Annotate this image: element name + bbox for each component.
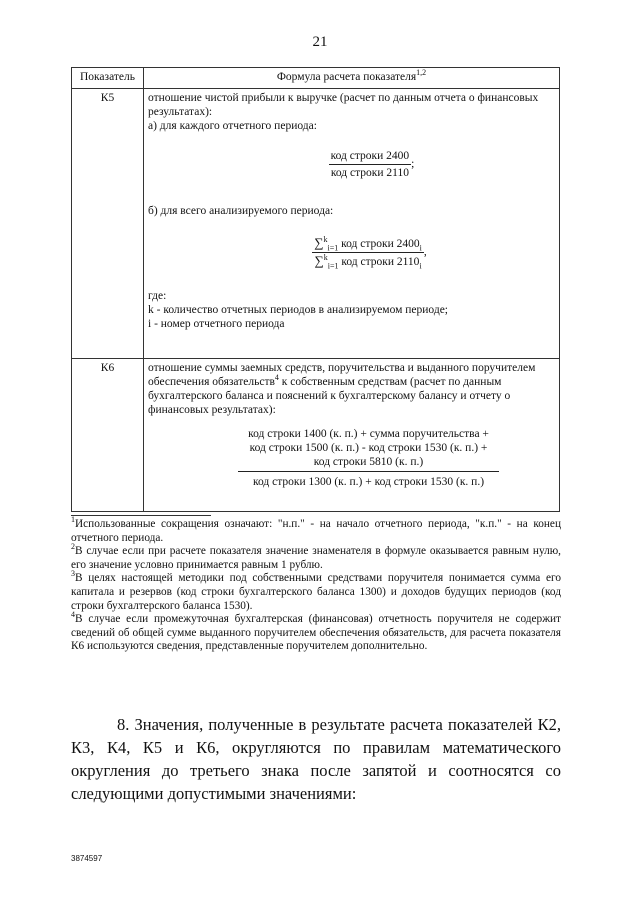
k5-intro: отношение чистой прибыли к выручке (расчет по данным отчета о финансовых результатах): <box>148 92 539 118</box>
footnote-1 <box>71 515 561 545</box>
formula-k5 <box>144 89 560 359</box>
indicator-k5: К5 <box>72 89 144 359</box>
header-formula-text: Формула расчета показателя <box>276 71 417 83</box>
page-number: 21 <box>312 34 328 50</box>
k6-intro-b: к собственным средствам (расчет по данным бухгалтерского баланса и пояснений к бухгалтерскому балансу и отчету о финансовых результатах): <box>148 376 511 416</box>
footnote-2 <box>71 542 561 572</box>
footnote-text: В случае если промежуточная бухгалтерская (финансовая) отчетность поручителя не содержит сведений об общей сумме выданного поручителем обеспечения обязательств, для расчета показателя К6 используются сведения, представленные поручителем дополнительно. <box>71 613 561 653</box>
sum-symbol: ∑ <box>314 235 324 250</box>
footnote-mark: 4 <box>71 610 75 620</box>
footnote-text: Использованные сокращения означают: "н.п." - на начало отчетного периода, "к.п." - на конец отчетного периода. <box>71 518 561 544</box>
indicator-k6: К6 <box>72 359 144 512</box>
footnote-text: В случае если при расчете показателя значение знаменателя в формуле оказывается равным нулю, его значение условно принимается равным 1 рублю. <box>71 545 561 571</box>
k6-num-line2: код строки 1500 (к. п.) - код строки 1530 (к. п.) + <box>249 442 488 454</box>
header-formula <box>144 68 560 89</box>
k6-intro-a: отношение суммы заемных средств, поручительства и выданного поручителем обеспечения обязательств <box>148 362 536 388</box>
k6-numerator <box>238 427 499 472</box>
document-id: 3874597 <box>71 854 103 863</box>
formula-k6 <box>144 359 560 512</box>
table-row-k6 <box>72 359 560 512</box>
k5-a-denominator: код строки 2110 <box>330 167 409 179</box>
k5-b-fraction <box>312 236 424 269</box>
footnotes <box>71 515 561 654</box>
sum-lower: i=1 <box>327 243 339 253</box>
footnote-divider <box>71 515 211 516</box>
k5-where-k: k - количество отчетных периодов в анализируемом периоде; <box>148 304 448 316</box>
k6-denominator: код строки 1300 (к. п.) + код строки 1530 (к. п.) <box>252 476 485 488</box>
k5-b-num-text: код строки 2400 <box>341 238 420 250</box>
footnote-text: В целях настоящей методики под собственными средствами поручителя понимается сумма его капитала и резервов (код строки бухгалтерского баланса 1300) и доходов будущих периодов (код строки бухгалтерского баланса 1530). <box>71 572 561 612</box>
sum-lower: i=1 <box>327 261 339 271</box>
k5-b-denominator <box>312 253 424 269</box>
footnote-mark: 3 <box>71 569 75 579</box>
sum-symbol: ∑ <box>314 253 324 268</box>
footnote-4 <box>71 610 561 654</box>
header-indicator: Показатель <box>72 68 144 89</box>
formula-table <box>71 67 560 512</box>
k5-b-formula <box>184 236 555 269</box>
footnote-3 <box>71 569 561 613</box>
k5-a-end: ; <box>411 158 415 171</box>
k5-b-label: б) для всего анализируемого периода: <box>148 205 334 217</box>
sum-upper: k <box>323 235 328 245</box>
k6-num-line3: код строки 5810 (к. п.) <box>313 456 424 468</box>
k5-where-i: i - номер отчетного периода <box>148 318 285 330</box>
k5-b-end: , <box>423 246 427 259</box>
table-row-k5 <box>72 89 560 359</box>
k5-a-numerator: код строки 2400 <box>329 149 412 165</box>
k5-a-label: а) для каждого отчетного периода: <box>148 120 317 132</box>
sum-upper: k <box>323 253 328 263</box>
footnote-mark: 2 <box>71 542 75 552</box>
k6-formula <box>182 427 555 489</box>
k6-num-line1: код строки 1400 (к. п.) + сумма поручительства + <box>248 428 489 440</box>
paragraph-8: 8. Значения, полученные в результате расчета показателей К2, К3, К4, К5 и К6, округляются по правилам математического округления до третьего знака после запятой и соотносятся со следующими допустимыми значениями: <box>71 715 561 803</box>
k6-intro <box>148 361 555 417</box>
k5-b-den-index: i <box>419 261 422 271</box>
k6-fraction <box>238 427 499 489</box>
table-header-row <box>72 68 560 89</box>
k5-b-den-text: код строки 2110 <box>341 256 420 268</box>
footnote-mark: 1 <box>71 515 75 525</box>
k5-b-numerator <box>312 236 424 253</box>
header-footnote-ref: 1,2 <box>416 68 427 78</box>
k5-a-fraction <box>329 149 415 180</box>
k5-where: где: <box>148 290 167 302</box>
k5-a-formula <box>188 149 555 180</box>
k5-b-num-index: i <box>419 243 422 253</box>
k6-footnote-ref: 4 <box>274 373 279 383</box>
